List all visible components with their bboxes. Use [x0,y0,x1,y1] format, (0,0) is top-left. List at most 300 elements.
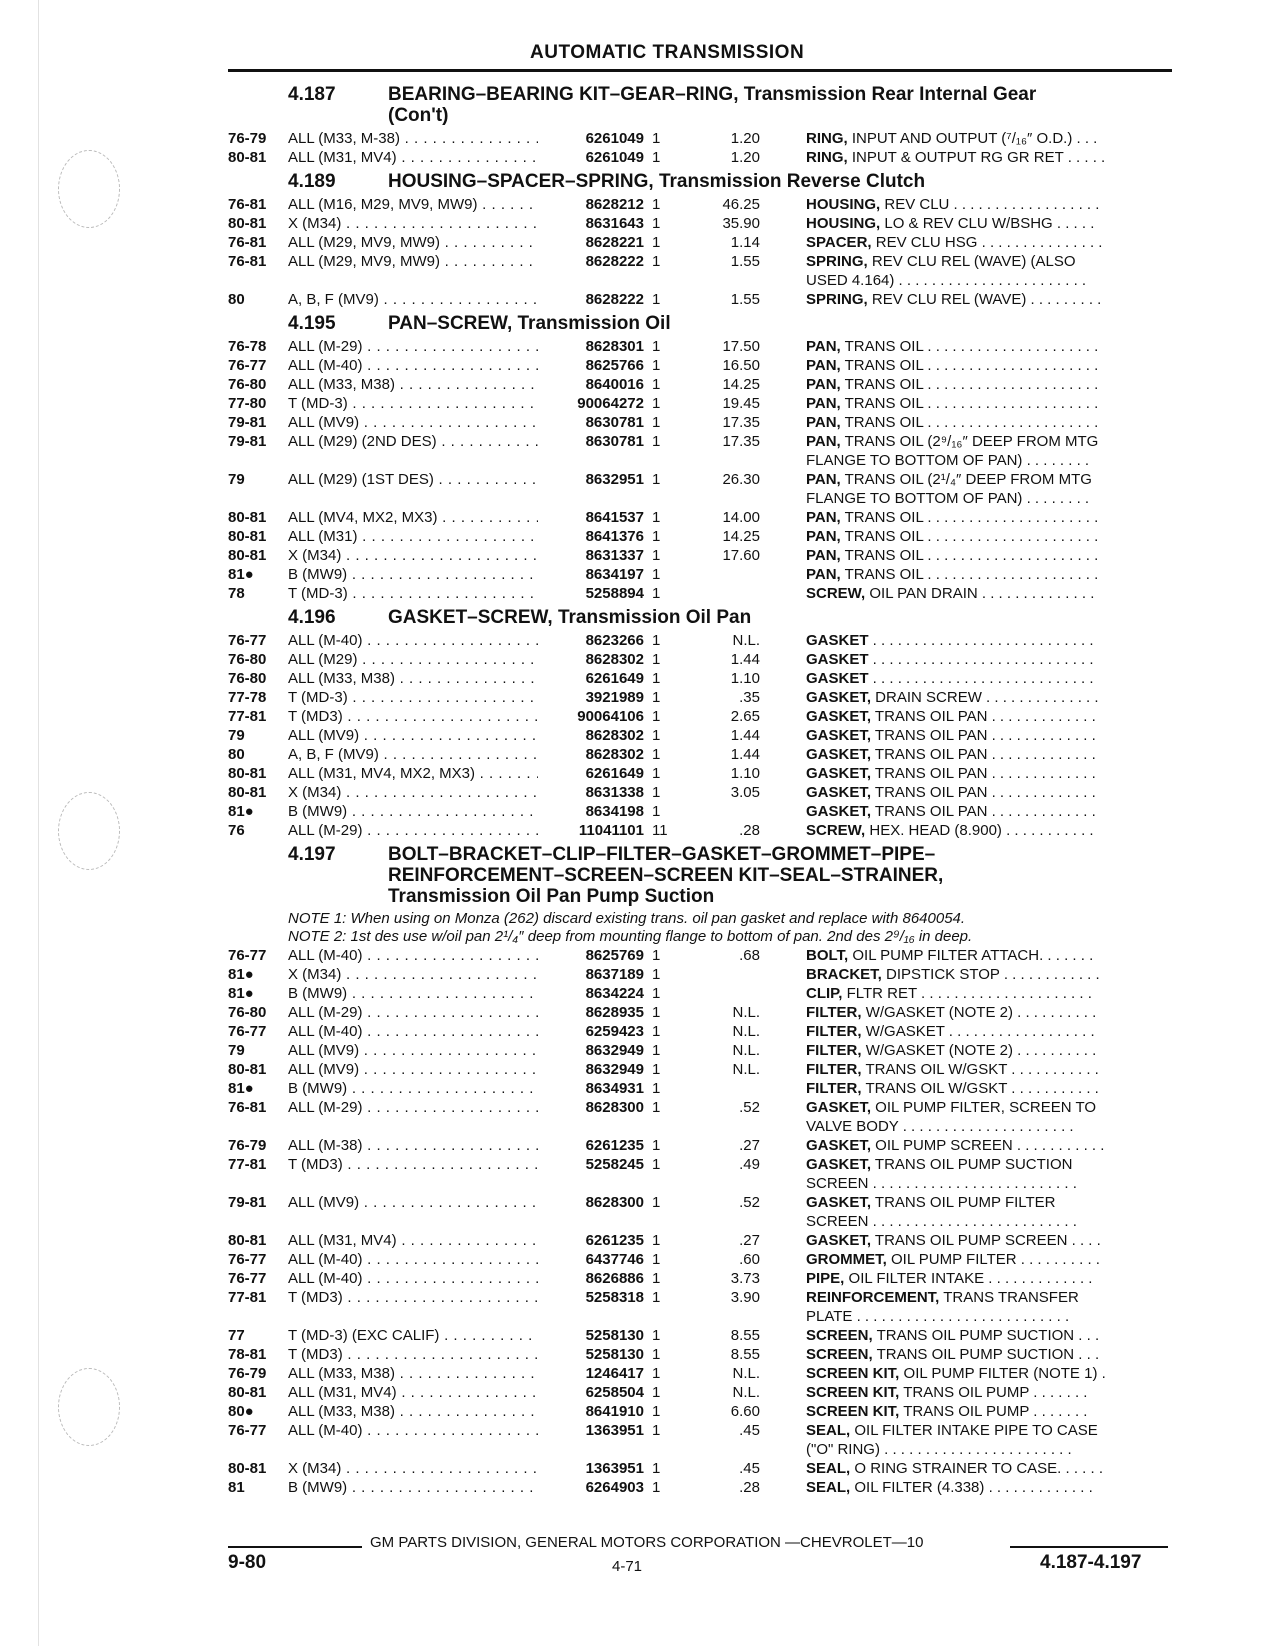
part-detail: LO & REV CLU W/BSHG . . . . . [880,215,1095,232]
application-model [288,337,540,356]
model-years [228,688,286,707]
part-number-text: 8628222 [585,291,644,308]
application-model [288,356,540,375]
part-detail: TRANS OIL PUMP SUCTION SCREEN . . . . . . . . . . . . . . . . . . . . . . . . . [806,1156,1077,1192]
application-model [288,764,540,783]
section-note: NOTE 1: When using on Monza (262) discard existing trans. oil pan gasket and replace with 8640054. [288,910,966,927]
part-row [228,1041,1178,1060]
model-years [228,821,286,840]
application-model-text: B (MW9) [288,1479,348,1496]
quantity [652,413,682,432]
part-description [806,214,1152,233]
part-number-text: 8632951 [585,471,644,488]
part-name: SCREEN KIT, [806,1365,900,1382]
part-number-text: 6264903 [585,1479,644,1496]
model-years [228,783,286,802]
price [698,1383,760,1402]
price-text: N.L. [732,1042,760,1059]
quantity [652,764,682,783]
part-number-text: 6258504 [585,1384,644,1401]
price-text: .49 [739,1156,760,1173]
part-name: BRACKET, [806,966,882,983]
application-model [288,508,540,527]
part-detail: TRANS OIL PAN . . . . . . . . . . . . . [871,746,1096,763]
price [698,1098,760,1117]
part-name: PAN, [806,528,841,545]
part-description [806,688,1152,707]
quantity-text: 1 [652,1422,661,1439]
part-description [806,1250,1152,1269]
application-model [288,1136,540,1155]
quantity-text: 1 [652,253,661,270]
model-years-text: 76-80 [228,376,267,393]
part-number-text: 8641910 [585,1403,644,1420]
part-detail: TRANS TRANSFER PLATE . . . . . . . . . . . . . . . . . . . . . . . . . . [806,1289,1079,1325]
part-detail: OIL PUMP SCREEN . . . . . . . . . . . [871,1137,1105,1154]
model-years [228,375,286,394]
part-row [228,337,1178,356]
part-row [228,356,1178,375]
section-number: 4.187 [288,84,336,105]
model-years-text: 80-81 [228,547,267,564]
price [698,650,760,669]
quantity-text: 1 [652,1384,661,1401]
part-row [228,233,1178,252]
price [698,290,760,309]
quantity-text: 1 [652,149,661,166]
model-years-text: 76 [228,822,245,839]
quantity-text: 1 [652,985,661,1002]
model-years [228,129,286,148]
model-years [228,394,286,413]
part-description [806,1155,1152,1193]
model-years [228,1250,286,1269]
part-row [228,631,1178,650]
footer-date: 9-80 [228,1552,267,1573]
price [698,946,760,965]
part-description [806,375,1152,394]
price-text: N.L. [732,1061,760,1078]
part-row [228,508,1178,527]
part-detail: TRANS OIL W/GSKT . . . . . . . . . . . [861,1080,1099,1097]
part-number-text: 8628300 [585,1099,644,1116]
part-name: GASKET, [806,1194,872,1211]
part-name: HOUSING, [806,196,881,213]
model-years-text: 76-77 [228,1270,267,1287]
model-years [228,984,286,1003]
part-description [806,707,1152,726]
part-name: SCREEN, [806,1346,873,1363]
price [698,745,760,764]
quantity [652,1250,682,1269]
page-title: AUTOMATIC TRANSMISSION [530,42,805,63]
model-years-text: 81● [228,1080,254,1097]
part-number-text: 6437746 [585,1251,644,1268]
part-number [538,1402,644,1421]
part-row [228,1060,1178,1079]
part-name: GASKET, [806,727,872,744]
quantity [652,1345,682,1364]
part-detail: TRANS OIL PAN . . . . . . . . . . . . . [871,803,1096,820]
part-name: GASKET, [806,746,872,763]
part-row [228,707,1178,726]
part-number-text: 8641376 [585,528,644,545]
model-years-text: 76-81 [228,253,267,270]
application-model [288,1288,540,1307]
price-text: 17.50 [722,338,760,355]
model-years-text: 76-80 [228,1004,267,1021]
application-model [288,565,540,584]
part-name: FILTER, [806,1080,862,1097]
model-years-text: 80-81 [228,1232,267,1249]
application-model-text: ALL (M-40) [288,947,363,964]
part-description [806,508,1152,527]
part-detail: INPUT AND OUTPUT (⁷/₁₆″ O.D.) . . . [847,130,1098,147]
footer-rule-right [1010,1546,1168,1548]
part-number-text: 6259423 [585,1023,644,1040]
part-number [538,1326,644,1345]
quantity-text: 1 [652,1137,661,1154]
application-model [288,394,540,413]
quantity [652,527,682,546]
part-number-text: 5258130 [585,1346,644,1363]
model-years [228,290,286,309]
application-model-text: ALL (M31) [288,528,358,545]
part-number-text: 8628302 [585,651,644,668]
part-name: GASKET, [806,1156,872,1173]
model-years [228,1060,286,1079]
part-row [228,1383,1178,1402]
price-text: 14.25 [722,376,760,393]
part-detail: TRANS OIL PUMP FILTER SCREEN . . . . . . . . . . . . . . . . . . . . . . . . . [806,1194,1077,1230]
application-model-text: ALL (M-40) [288,1023,363,1040]
part-description [806,1136,1152,1155]
application-model [288,802,540,821]
part-description [806,669,1152,688]
part-description [806,1003,1152,1022]
part-detail: REV CLU REL (WAVE) . . . . . . . . . [867,291,1102,308]
part-number-text: 8625769 [585,947,644,964]
part-number-text: 8630781 [585,414,644,431]
model-years [228,1079,286,1098]
quantity-text: 1 [652,1080,661,1097]
section-title: HOUSING–SPACER–SPRING, Transmission Reverse Clutch [388,171,926,192]
model-years-text: 81● [228,985,254,1002]
application-model [288,965,540,984]
part-number-text: 8628221 [585,234,644,251]
price [698,1003,760,1022]
model-years-text: 79-81 [228,414,267,431]
quantity [652,337,682,356]
model-years-text: 77-78 [228,689,267,706]
part-description [806,650,1152,669]
quantity-text: 1 [652,1479,661,1496]
part-detail: W/GASKET (NOTE 2) . . . . . . . . . . [861,1004,1097,1021]
part-number-text: 8628935 [585,1004,644,1021]
price-text: 35.90 [722,215,760,232]
part-description [806,821,1152,840]
part-number [538,1098,644,1117]
model-years [228,1288,286,1307]
part-description [806,1326,1152,1345]
model-years-text: 81● [228,803,254,820]
model-years-text: 76-81 [228,1099,267,1116]
application-model-text: ALL (M-40) [288,632,363,649]
part-description [806,546,1152,565]
quantity [652,745,682,764]
part-detail: OIL FILTER INTAKE . . . . . . . . . . . . . [844,1270,1093,1287]
quantity-text: 1 [652,196,661,213]
price [698,1326,760,1345]
quantity [652,356,682,375]
price-text: 16.50 [722,357,760,374]
part-number [538,764,644,783]
model-years-text: 76-77 [228,632,267,649]
parts-catalog [228,80,1178,1497]
part-description [806,1345,1152,1364]
price [698,1478,760,1497]
model-years [228,527,286,546]
quantity-text: 1 [652,234,661,251]
quantity-text: 1 [652,727,661,744]
section-number: 4.195 [288,313,336,334]
price-text: N.L. [732,1004,760,1021]
part-number-text: 8626886 [585,1270,644,1287]
part-name: SPRING, [806,291,868,308]
model-years [228,669,286,688]
quantity-text: 1 [652,966,661,983]
binder-hole [58,1368,120,1446]
part-number [538,1193,644,1212]
model-years-text: 77-81 [228,1289,267,1306]
application-model-text: T (MD-3) (EXC CALIF) [288,1327,440,1344]
application-model-text: B (MW9) [288,803,348,820]
part-row [228,1345,1178,1364]
part-row [228,1402,1178,1421]
quantity-text: 1 [652,1365,661,1382]
part-row [228,802,1178,821]
price [698,356,760,375]
price-text: .68 [739,947,760,964]
application-model-text: T (MD-3) [288,395,348,412]
model-years-text: 80 [228,291,245,308]
model-years [228,1022,286,1041]
part-row [228,1003,1178,1022]
model-years [228,631,286,650]
application-model-text: ALL (M29) (1ST DES) [288,471,434,488]
price-text: .45 [739,1460,760,1477]
header-rule [228,69,1172,72]
part-number-text: 1246417 [585,1365,644,1382]
application-model [288,946,540,965]
part-number-text: 6261649 [585,670,644,687]
quantity [652,1098,682,1117]
model-years-text: 80-81 [228,215,267,232]
part-number [538,584,644,603]
part-name: GASKET, [806,784,872,801]
part-name: PAN, [806,509,841,526]
part-name: PAN, [806,414,841,431]
quantity [652,1326,682,1345]
quantity [652,707,682,726]
application-model [288,1345,540,1364]
application-model-text: ALL (M29, MV9, MW9) [288,234,440,251]
part-row [228,565,1178,584]
quantity [652,1459,682,1478]
application-model [288,1060,540,1079]
quantity-text: 1 [652,376,661,393]
model-years-text: 80-81 [228,509,267,526]
application-model [288,745,540,764]
application-model [288,1478,540,1497]
price [698,527,760,546]
binder-hole [58,792,120,870]
application-model [288,1326,540,1345]
price-text: 3.05 [730,784,760,801]
part-number [538,650,644,669]
application-model-text: T (MD3) [288,1346,343,1363]
part-detail: TRANS OIL . . . . . . . . . . . . . . . . . . . . . [840,376,1099,393]
quantity-text: 1 [652,708,661,725]
part-description [806,356,1152,375]
quantity [652,584,682,603]
application-model [288,1003,540,1022]
part-name: CLIP, [806,985,843,1002]
application-model [288,1383,540,1402]
quantity [652,375,682,394]
part-name: GROMMET, [806,1251,887,1268]
quantity-text: 1 [652,632,661,649]
part-description [806,1079,1152,1098]
application-model [288,148,540,167]
price [698,764,760,783]
part-description [806,726,1152,745]
part-number [538,195,644,214]
part-description [806,745,1152,764]
part-number-text: 6261235 [585,1232,644,1249]
part-row [228,1459,1178,1478]
part-description [806,1041,1152,1060]
price-text: 1.14 [730,234,760,251]
price-text: 1.20 [730,130,760,147]
part-name: SCREW, [806,585,866,602]
part-name: FILTER, [806,1023,862,1040]
model-years [228,946,286,965]
part-number-text: 8632949 [585,1061,644,1078]
application-model [288,821,540,840]
application-model-text: ALL (M-29) [288,1099,363,1116]
part-number [538,984,644,1003]
part-description [806,413,1152,432]
price [698,432,760,451]
part-number [538,1383,644,1402]
part-row [228,821,1178,840]
price-text: 26.30 [722,471,760,488]
part-name: PAN, [806,338,841,355]
price-text: 6.60 [730,1403,760,1420]
part-number-text: 8628302 [585,727,644,744]
application-model [288,1022,540,1041]
quantity [652,965,682,984]
application-model-text: X (M34) [288,215,342,232]
application-model-text: A, B, F (MV9) [288,746,379,763]
model-years [228,1364,286,1383]
part-name: SEAL, [806,1460,851,1477]
application-model [288,1250,540,1269]
application-model [288,290,540,309]
part-description [806,802,1152,821]
quantity [652,1079,682,1098]
application-model [288,1041,540,1060]
part-description [806,290,1152,309]
section-title: BEARING–BEARING KIT–GEAR–RING, Transmission Rear Internal Gear (Con't) [388,84,1037,126]
application-model-text: ALL (M-40) [288,1251,363,1268]
model-years [228,1193,286,1212]
part-description [806,1364,1152,1383]
part-number [538,470,644,489]
part-description [806,1383,1152,1402]
model-years-text: 80-81 [228,1384,267,1401]
application-model [288,470,540,489]
model-years-text: 76-79 [228,1365,267,1382]
part-name: SCREEN, [806,1327,873,1344]
model-years-text: 76-81 [228,234,267,251]
part-detail: REV CLU . . . . . . . . . . . . . . . . . . [880,196,1100,213]
part-description [806,1269,1152,1288]
quantity [652,1364,682,1383]
part-name: SPRING, [806,253,868,270]
model-years-text: 80● [228,1403,254,1420]
quantity-text: 1 [652,1251,661,1268]
application-model [288,1231,540,1250]
quantity-text: 1 [652,414,661,431]
part-number [538,783,644,802]
quantity [652,631,682,650]
part-number [538,1136,644,1155]
part-name: GASKET [806,670,869,687]
part-number [538,546,644,565]
quantity-text: 11 [652,822,668,839]
application-model [288,707,540,726]
price-text: .45 [739,1422,760,1439]
application-model [288,1364,540,1383]
price [698,1345,760,1364]
part-description [806,1098,1152,1136]
application-model-text: ALL (M-29) [288,338,363,355]
price-text: 8.55 [730,1327,760,1344]
model-years-text: 76-81 [228,196,267,213]
part-row [228,470,1178,508]
part-detail: INPUT & OUTPUT RG GR RET . . . . . [847,149,1106,166]
part-name: PAN, [806,357,841,374]
part-row [228,984,1178,1003]
model-years [228,565,286,584]
price-text: N.L. [732,1023,760,1040]
price-text: N.L. [732,1365,760,1382]
model-years-text: 77-81 [228,1156,267,1173]
part-number [538,688,644,707]
model-years [228,432,286,451]
part-number [538,1003,644,1022]
part-number-text: 6261049 [585,130,644,147]
part-name: SCREEN KIT, [806,1384,900,1401]
model-years [228,1155,286,1174]
price-text: 1.44 [730,651,760,668]
part-description [806,984,1152,1003]
model-years-text: 81● [228,966,254,983]
price [698,252,760,271]
section-heading [228,607,1178,628]
